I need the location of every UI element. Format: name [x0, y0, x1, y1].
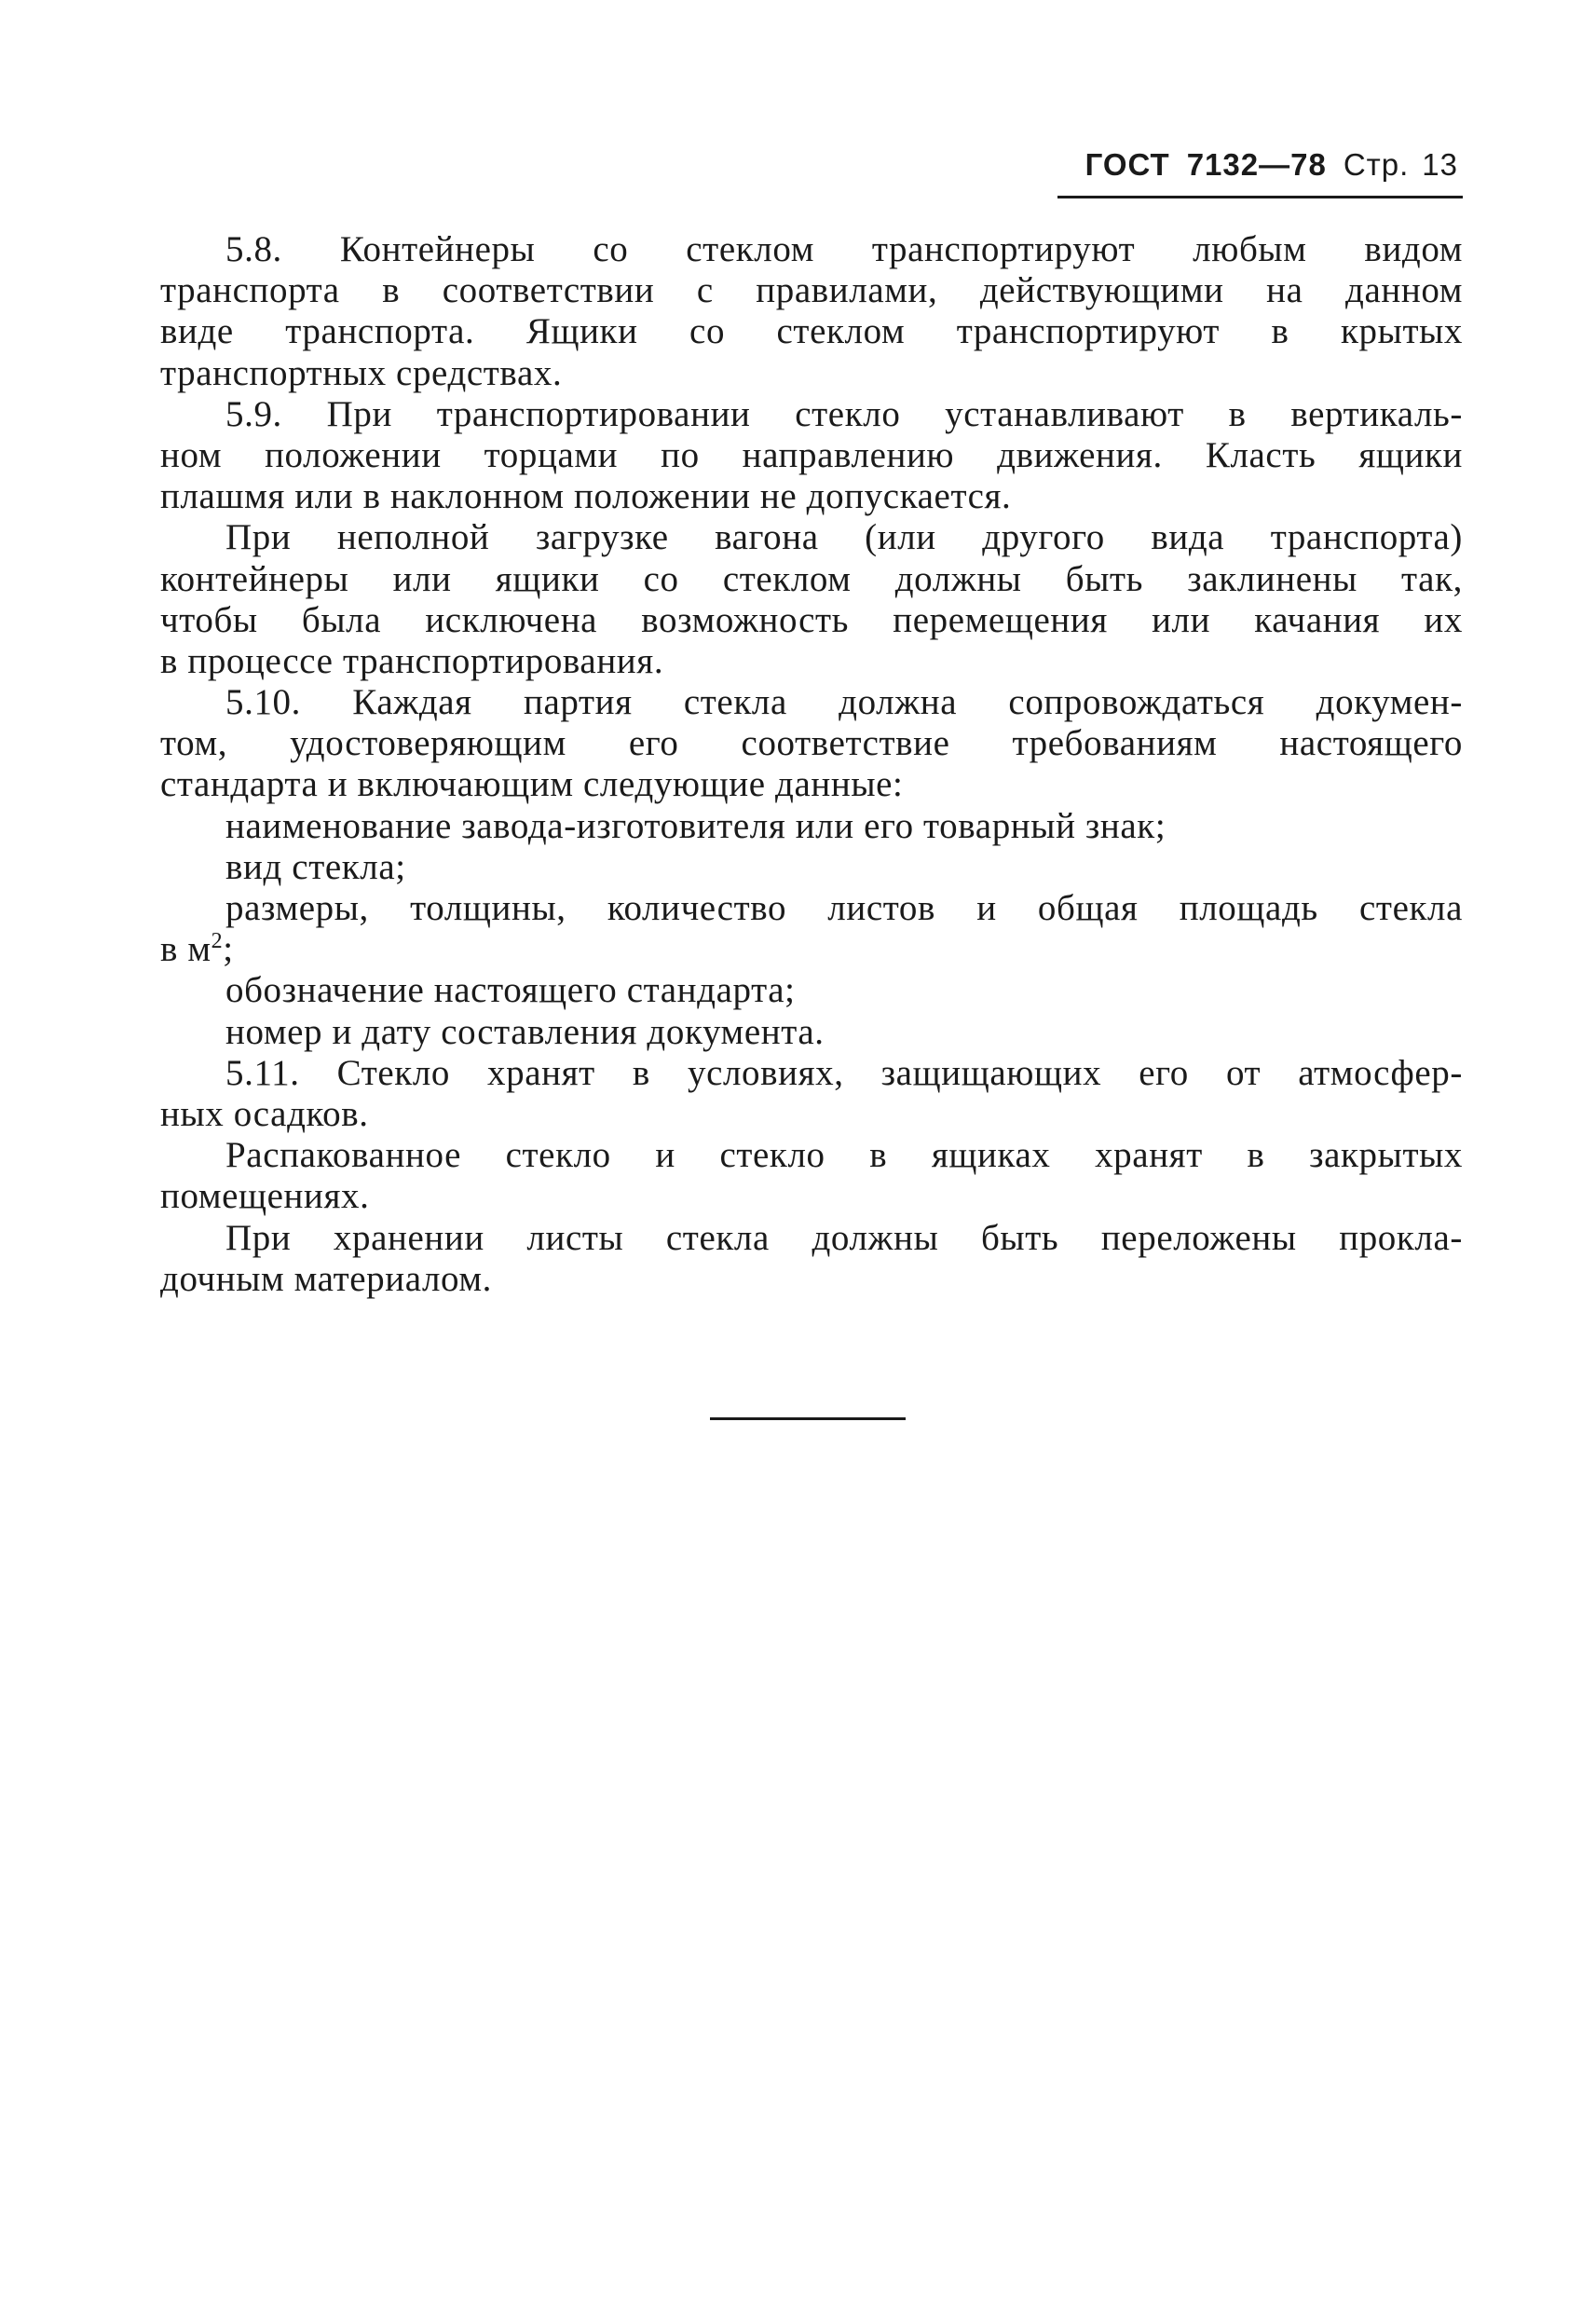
unit-text: в м: [160, 929, 211, 970]
text-line: том, удостоверяющим его соответствие требованиям настоящего: [160, 723, 1463, 764]
page-number: 13: [1422, 147, 1458, 182]
unit-superscript: 2: [211, 929, 224, 954]
text-line: контейнеры или ящики со стеклом должны быть заклинены так,: [160, 558, 1463, 599]
text-line: 5.8. Контейнеры со стеклом транспортируют любым видом: [225, 229, 1463, 269]
text-line: Распакованное стекло и стекло в ящиках хранят в закрытых: [225, 1135, 1463, 1176]
text-line: ных осадков.: [160, 1093, 369, 1134]
list-item: размеры, толщины, количество листов и общая площадь стекла: [225, 888, 1463, 928]
text-line: транспорта в соответствии с правилами, действующими на данном: [160, 270, 1463, 311]
standard-number: 7132—78: [1186, 147, 1327, 182]
list-item: вид стекла;: [225, 846, 406, 887]
end-rule: [710, 1417, 906, 1420]
semicolon: ;: [223, 929, 234, 970]
text-line: 5.11. Стекло хранят в условиях, защищающих его от атмосфер-: [225, 1052, 1463, 1093]
text-line: [160, 929, 1463, 970]
text-line: При хранении листы стекла должны быть переложены прокла-: [225, 1217, 1463, 1258]
list-item: наименование завода-изготовителя или его товарный знак;: [225, 805, 1166, 846]
text-line: виде транспорта. Ящики со стеклом транспортируют в крытых: [160, 311, 1463, 352]
list-item: обозначение настоящего стандарта;: [225, 970, 796, 1011]
document-body: [160, 229, 1463, 1300]
header-rule: [1057, 196, 1463, 198]
list-item: номер и дату составления документа.: [225, 1011, 825, 1052]
page-label: Стр.: [1343, 147, 1410, 182]
text-line: плашмя или в наклонном положении не допускается.: [160, 476, 1012, 517]
standard-label: ГОСТ: [1084, 147, 1170, 182]
text-line: стандарта и включающим следующие данные:: [160, 764, 904, 805]
text-line: помещениях.: [160, 1176, 370, 1217]
text-line: в процессе транспортирования.: [160, 640, 664, 681]
text-line: чтобы была исключена возможность перемещения или качания их: [160, 599, 1463, 640]
text-line: 5.9. При транспортировании стекло устанавливают в вертикаль-: [225, 393, 1463, 434]
text-line: При неполной загрузке вагона (или другого вида транспорта): [225, 517, 1463, 558]
text-line: 5.10. Каждая партия стекла должна сопровождаться докумен-: [225, 682, 1463, 723]
page-header: [1085, 147, 1458, 183]
text-line: ном положении торцами по направлению движения. Класть ящики: [160, 434, 1463, 475]
text-line: дочным материалом.: [160, 1258, 492, 1299]
text-line: транспортных средствах.: [160, 352, 563, 393]
